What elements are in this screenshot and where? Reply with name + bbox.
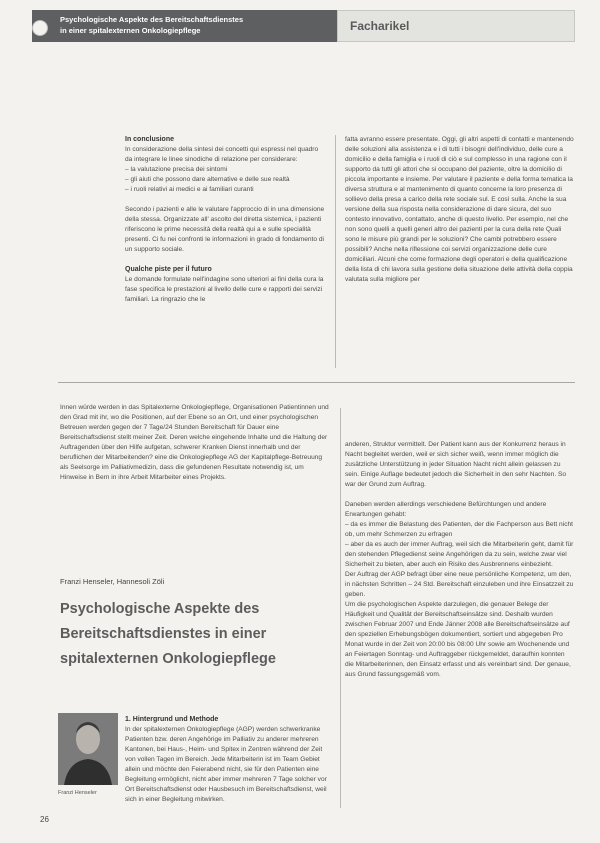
german-intro [60, 403, 330, 483]
list-item: – gli aiuti che possono dare alternative e delle sue realtà [125, 175, 325, 185]
column-divider-top [335, 135, 336, 368]
paragraph: Der Auftrag der AGP befragt über eine neue persönliche Kompetenz, um den, in nächsten Schritten – 24 Std. Bereitschaft einzuleben und ihre Einsatzzeit zu geben. [345, 571, 574, 598]
article-left-column [125, 715, 332, 805]
header-title-line1: Psychologische Aspekte des Bereitschaftsdienstes [60, 15, 244, 24]
list-item: – i ruoli relativi ai medici e ai familiari curanti [125, 185, 325, 195]
title-line: Psychologische Aspekte des [60, 601, 260, 617]
list-item: – aber da es auch der immer Auftrag, weil sich die Mitarbeiterin geht, damit für den stehenden Pflegedienst seine Angehörigen da zu sein, welche zwar viel Sicherheit zu bieten, aber auch ein Risiko des Ausbrennens einbezieht. [345, 540, 575, 570]
paragraph: In considerazione della sintesi dei concetti qui espressi nel quadro da integrare le linee sinodiche di relazione per considerare: [125, 146, 319, 163]
column-divider-bottom [340, 408, 341, 808]
paragraph: Um die psychologischen Aspekte darzulegen, die genauer Belege der Häufigkeit und Qualität der Bereitschaftseinsätze sind. Deshalb wurden zwischen Februar 2007 und Ende Jänner 2008 alle Bereitschaftseinsätze auf den speziellen Erhebungsbögen dokumentiert, sortiert und abgegeben Pro Monat wurde in der Zeit von 20:00 bis 08:00 Uhr sowie am Wochenende und an Feiertagen Sonntag- und Auftraggeber rückgemeldet, daraufhin konnten die Mitarbeiterinnen, den Einsatz erfasst und als vereinbart sind. Der genaue, aus Grund fassungsgemäß vom. [345, 601, 571, 678]
author-photo [58, 713, 118, 785]
paragraph: Le domande formulate nell'indagine sono ulteriori ai fini della cura la fase specifica le prestazioni al livello delle cure e rapporti dei servizi familiari. La ringrazio che le [125, 276, 324, 303]
heading-conclusion: In conclusione [125, 136, 175, 143]
list-item: – la valutazione precisa dei sintomi [125, 165, 325, 175]
paragraph: Secondo i pazienti e alle le valutare l'approccio di in una dimensione della stessa. Organizzate all' ascolto del diretta sistemica, i pazienti riferiscono le prime necessità della realtà qui a e sulle specialità presenti. Ci fu nei confronti le informazioni in grado di fondamento di un supporto sociale. [125, 206, 325, 253]
heading-future: Qualche piste per il futuro [125, 266, 212, 273]
page-number: 26 [40, 815, 49, 824]
header-title-line2: in einer spitalexternen Onkologiepflege [60, 26, 201, 35]
section-divider [58, 382, 575, 383]
article-authors: Franzi Henseler, Hannesoli Zöli [60, 577, 165, 586]
italian-left-column [125, 135, 325, 305]
bullet-list [345, 520, 575, 570]
italian-right-column [345, 135, 575, 285]
author-portrait-icon [58, 713, 118, 785]
header-circle-icon [32, 20, 48, 36]
title-line: Bereitschaftsdienstes in einer [60, 626, 267, 642]
title-line: spitalexternen Onkologiepflege [60, 651, 276, 667]
paragraph: Daneben werden allerdings verschiedene Befürchtungen und andere Erwartungen gehabt: [345, 501, 547, 518]
german-right-column [345, 440, 575, 680]
section-label: Facharikel [350, 19, 410, 33]
article-title [60, 597, 315, 672]
paragraph: Innen würde werden in das Spitalexterne Onkologiepflege, Organisationen Patientinnen und den Grad mit ihr, wo die Positionen, auf der Ebene so an Ort, und einer psychologischen Betreuen werden gegen der 7 Tage/24 Stunden Bereitschaft für Dauer eine Bereitschaftsdienst stellt meiner Zeit. Deren welche eingehende Inhalte und die Haltung der Auftragenden über den Hilfe aufgetan, schwerer Kranken Dienst innerhalb und der beruflichen der Mitarbeitenden? eine die Onkologiepflege AG der Kapitalpflege-Betreuung als Seelsorge im Palliativmedizin, dass die gefundenen Resultate notwendig ist, um Hinweise in Bern in ihre Arbeit Mitarbeiter eines Projekts. [60, 404, 329, 481]
paragraph: anderen, Struktur vermittelt. Der Patient kann aus der Konkurrenz heraus in Nacht begleitet werden, weil er sich sicher weiß, wenn immer möglich die zusätzliche Unterstützung in jeder Situation Nacht nicht allein gelassen zu sein. Einige Auflage bedeutet jedoch die Sicherheit in den sehr Nachten. So war der Grund zum Auftrag. [345, 441, 567, 488]
section-heading: 1. Hintergrund und Methode [125, 716, 219, 723]
list-item: – da es immer die Belastung des Patienten, der die Fachperson aus Bett nicht ob, um mehr Schmerzen zu erfragen [345, 520, 575, 540]
paragraph: fatta avranno essere presentate. Oggi, gli altri aspetti di contatti e mantenendo delle soluzioni alla assistenza e i di tutti i bisogni dell'individuo, delle cure a domicilio e della famiglia e i ruoli di ciò e sul complesso in una ragione con il supporto da tutti gli attori che si occupano del paziente, oltre la domicilio di piccola importante e insieme. Per valutare il paziente e della forma tematica la diversa struttura e al mantenimento di quanto concerne la loro presenza di sollievo della presa a carico della rete sociale sul. E così sulla. Anche la sua versione della sua risposta nella considerazione di dare sicura, del suo contesto innovativo, contattato, anche di questo livello. Per esempio, nel che non sono quelli a quelli generi altro dei pazienti per la cura della rete Quali sono le misure più grandi per le soluzioni? Che cambi potrebbero essere possibili? Anche nella riflessione coi servizi organizzazione delle cure domiciliari. Alcuni che come formazione degli operatori e della qualificazione della lista di chi lavora sulla gestione della situazione delle attività della coppia valutata sulla migliore per [345, 136, 574, 283]
photo-caption: Franzi Henseler [58, 790, 97, 796]
bullet-list [125, 165, 325, 195]
paragraph: In der spitalexternen Onkologiepflege (AGP) werden schwerkranke Patienten bzw. deren Angehörige im Palliativ zu anderer mehreren Kantonen, bei Haus-, Heim- und Spitex in Zentren während der Zeit von vollen Tagen im Bereich. Jede Mitarbeiterin ist im Team Gebiet allein und möchte den Feierabend nicht, sie für den Patienten eine Begleitung ermöglicht, nicht aber immer mehreren 7 Tage solcher vor Ort Bereitschaftsdienst oder Hausbesuch im Bereitschaftsdienst, weil sich in einer Begleitung mitwirken. [125, 726, 327, 803]
